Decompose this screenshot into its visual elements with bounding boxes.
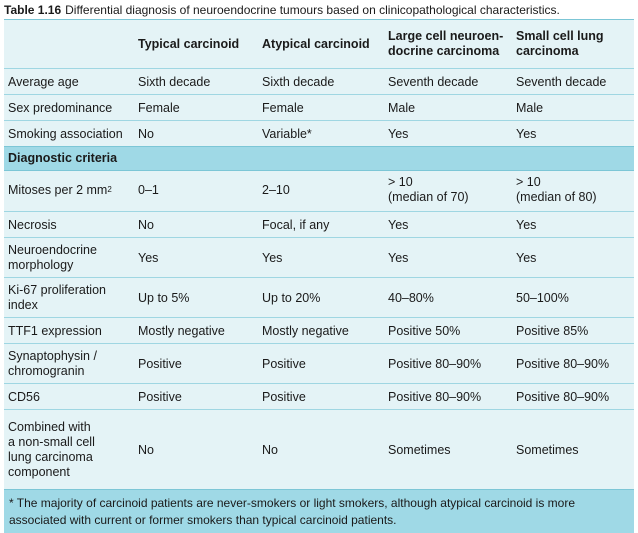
table-row: [4, 120, 634, 147]
table-cell: > 10 (median of 80): [516, 175, 597, 204]
table-row: [4, 237, 634, 278]
table-row: [4, 169, 634, 211]
table-cell: Male: [516, 100, 544, 115]
table-cell: Yes: [388, 217, 409, 232]
table-cell: No: [138, 217, 154, 232]
row-label: CD56: [8, 389, 40, 404]
table-cell: No: [138, 442, 154, 457]
row-label: Neuroendocrine morphology: [8, 243, 97, 272]
row-label: Combined with a non-small cell lung carcinoma component: [8, 420, 95, 479]
table-cell: Seventh decade: [516, 74, 607, 89]
table-cell: Mostly negative: [262, 323, 349, 338]
table-cell: Female: [138, 100, 180, 115]
table-cell: Yes: [262, 250, 283, 265]
table-row: [4, 383, 634, 410]
table-cell: Sometimes: [516, 442, 579, 457]
footnote-text: * The majority of carcinoid patients are never-smokers or light smokers, although atypical carcinoid is more associated with current or former smokers than typical carcinoid patients.: [9, 496, 576, 527]
row-label: Mitoses per 2 mm 2: [8, 182, 112, 197]
table-caption: [4, 3, 634, 18]
table-cell: > 10 (median of 70): [388, 175, 469, 204]
row-label: Average age: [8, 74, 79, 89]
table-row: [4, 94, 634, 121]
table-cell: 50–100%: [516, 290, 569, 305]
table-title: Differential diagnosis of neuroendocrine tumours based on clinicopathological characteristics.: [65, 3, 560, 17]
table-cell: Positive: [262, 389, 306, 404]
table-cell: Male: [388, 100, 416, 115]
table-cell: Positive 80–90%: [516, 389, 610, 404]
header-cell: Atypical carcinoid: [262, 36, 370, 51]
row-label: Sex predominance: [8, 100, 113, 115]
table-cell: Positive: [138, 356, 182, 371]
table-cell: Yes: [388, 250, 409, 265]
table-footnote: [4, 489, 634, 533]
table-cell: No: [138, 126, 154, 141]
row-label: Necrosis: [8, 217, 57, 232]
header-cell: Typical carcinoid: [138, 36, 240, 51]
table-cell: Seventh decade: [388, 74, 479, 89]
table-row: [4, 317, 634, 344]
table-cell: 40–80%: [388, 290, 434, 305]
table-cell: Focal, if any: [262, 217, 330, 232]
table-row: [4, 68, 634, 95]
table-row: [4, 409, 634, 490]
table-cell: Positive 80–90%: [388, 389, 482, 404]
table-cell: Sixth decade: [138, 74, 211, 89]
table-cell: 2–10: [262, 182, 290, 197]
table-cell: Positive 80–90%: [516, 356, 610, 371]
row-label: TTF1 expression: [8, 323, 102, 338]
table-cell: Positive 50%: [388, 323, 461, 338]
table-cell: Up to 20%: [262, 290, 321, 305]
table-number: Table 1.16: [4, 3, 62, 17]
row-label: Smoking association: [8, 126, 123, 141]
table-cell: No: [262, 442, 278, 457]
table-cell: Up to 5%: [138, 290, 190, 305]
table-cell: Positive: [262, 356, 306, 371]
table-cell: Female: [262, 100, 304, 115]
table-cell: Yes: [516, 250, 537, 265]
row-label: Ki-67 proliferation index: [8, 283, 106, 312]
table-cell: Sixth decade: [262, 74, 335, 89]
table-row: [4, 277, 634, 318]
diagnosis-table: [4, 19, 634, 531]
table-cell: Positive 80–90%: [388, 356, 482, 371]
table-cell: Yes: [516, 126, 537, 141]
header-cell: [6, 20, 134, 68]
table-header-row: [4, 20, 634, 68]
table-cell: Mostly negative: [138, 323, 225, 338]
table-cell: Variable*: [262, 126, 312, 141]
table-row: [4, 211, 634, 238]
row-label: Synaptophysin / chromogranin: [8, 349, 97, 378]
table-cell: Positive: [138, 389, 182, 404]
table-cell: Yes: [138, 250, 159, 265]
header-cell: Large cell neuroen- docrine carcinoma: [388, 29, 504, 58]
section-title: Diagnostic criteria: [8, 151, 118, 165]
table-cell: Yes: [388, 126, 409, 141]
table-cell: 0–1: [138, 182, 159, 197]
table-row: [4, 343, 634, 384]
header-cell: Small cell lung carcinoma: [516, 29, 604, 58]
table-cell: Sometimes: [388, 442, 451, 457]
table-cell: Positive 85%: [516, 323, 589, 338]
table-cell: Yes: [516, 217, 537, 232]
section-header-row: [4, 146, 634, 171]
